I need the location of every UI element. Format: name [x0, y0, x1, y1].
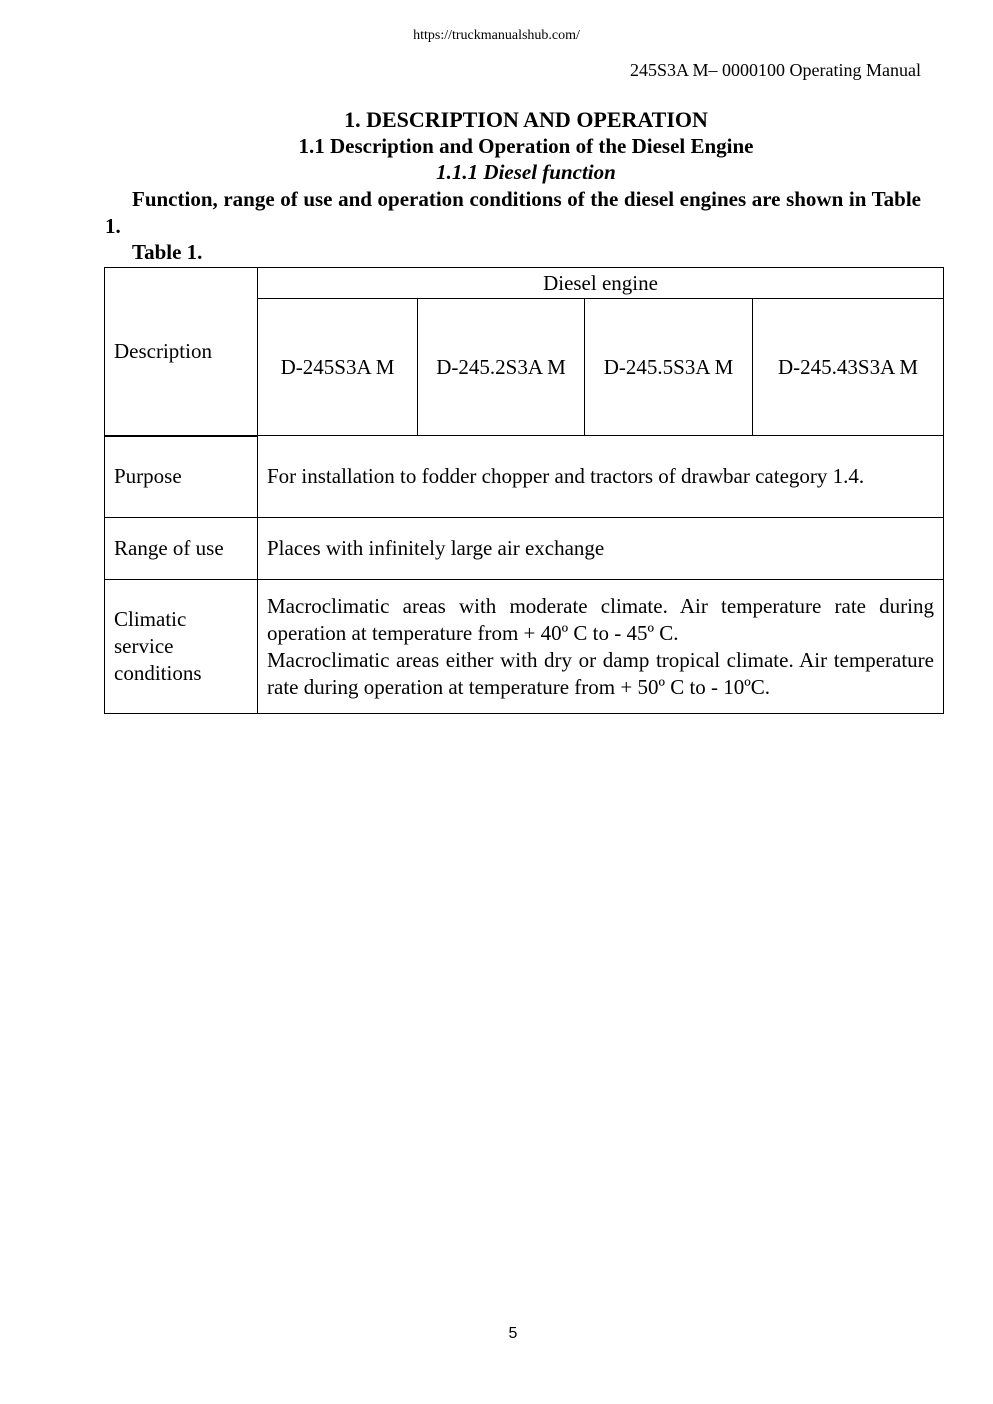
table-row	[105, 436, 944, 518]
model-header: D-245.43S3A M	[753, 299, 944, 436]
source-url: https://truckmanualshub.com/	[413, 28, 580, 43]
table-caption: Table 1.	[132, 240, 203, 264]
row-value: Places with infinitely large air exchange	[258, 518, 944, 580]
row-value	[258, 580, 944, 714]
document-id: 245S3A M– 0000100 Operating Manual	[630, 60, 921, 80]
model-header: D-245S3A M	[258, 299, 418, 436]
section-title: 1. DESCRIPTION AND OPERATION	[344, 107, 708, 132]
row-value-line: Macroclimatic areas either with dry or damp tropical climate. Air temperature rate during operation at temperature from + 50º C to - 10ºC.	[267, 647, 934, 699]
row-value-line: Macroclimatic areas with moderate climate. Air temperature rate during operation at temperature from + 40º C to - 45º C.	[267, 593, 934, 645]
model-header: D-245.2S3A M	[418, 299, 585, 436]
section-subtitle: 1.1 Description and Operation of the Diesel Engine	[298, 134, 754, 158]
engine-spec-table	[104, 267, 944, 714]
row-label: Purpose	[105, 436, 258, 518]
page-number: 5	[508, 1325, 518, 1342]
model-header: D-245.5S3A M	[585, 299, 753, 436]
row-label: Range of use	[105, 518, 258, 580]
row-label: Climatic service conditions	[105, 580, 258, 714]
description-header: Description	[105, 268, 258, 436]
section-subsubtitle: 1.1.1 Diesel function	[436, 160, 616, 184]
diesel-engine-header: Diesel engine	[258, 268, 944, 299]
intro-paragraph: Function, range of use and operation conditions of the diesel engines are shown in Table 1.	[105, 187, 921, 238]
table-row	[105, 518, 944, 580]
table-row	[105, 580, 944, 714]
row-value: For installation to fodder chopper and tractors of drawbar category 1.4.	[258, 436, 944, 518]
